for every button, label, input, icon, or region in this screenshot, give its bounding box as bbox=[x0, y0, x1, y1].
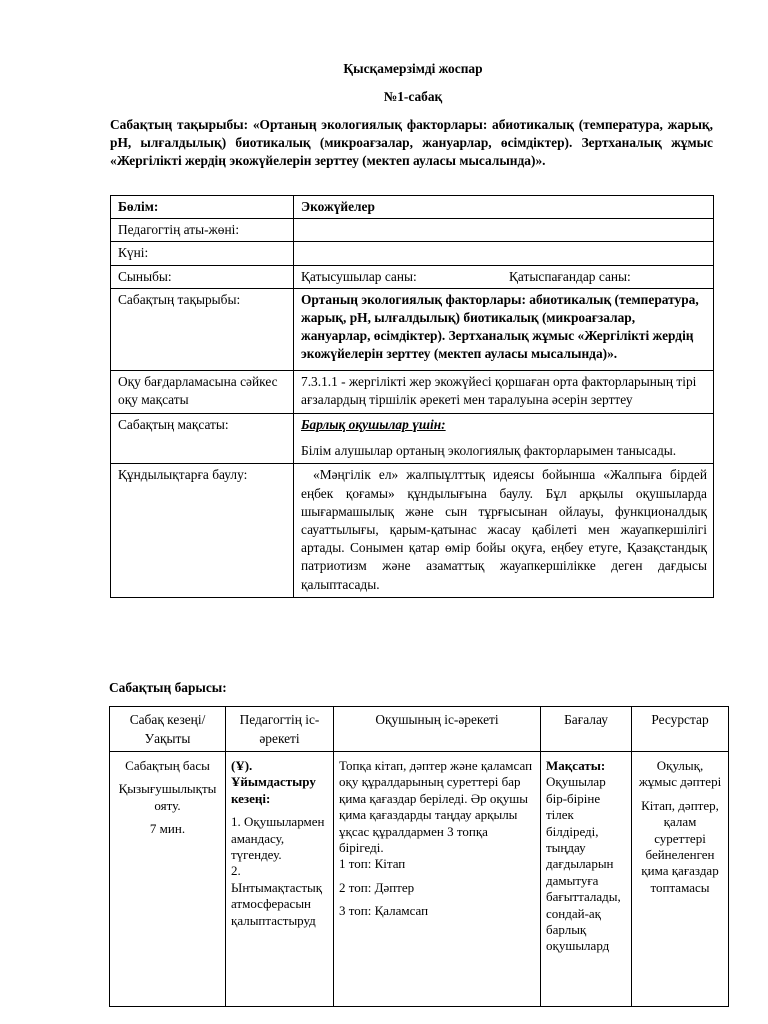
col-student: Оқушының іс-әрекеті bbox=[334, 707, 541, 752]
values-row bbox=[111, 464, 714, 597]
goal-row bbox=[111, 414, 714, 464]
goal-heading: Барлық оқушылар үшін: bbox=[301, 417, 446, 433]
attendance-cell bbox=[294, 265, 714, 288]
resources-cell bbox=[632, 752, 729, 1007]
goal-cell bbox=[294, 414, 714, 464]
absent-label: Қатыспағандар саны: bbox=[509, 268, 631, 284]
date-value bbox=[294, 242, 714, 265]
teacher-action-1: 1. Оқушылармен амандасу, түгендеу. bbox=[231, 814, 325, 863]
objective-label: Оқу бағдарламасына сәйкес оқу мақсаты bbox=[111, 370, 294, 413]
lesson-info-table bbox=[110, 195, 714, 598]
teacher-action-2: 2. Ынтымақтастық атмосферасын қалыптастыруд bbox=[231, 863, 323, 928]
assessment-text: Оқушылар бір-біріне тілек білдіреді, тыңдау дағдыларын дамытуға бағытталады, сондай-ақ барлық оқушылард bbox=[546, 774, 621, 954]
resource-2: Кітап, дәптер, қалам суреттері бейнеленген қима қағаздар топтамасы bbox=[641, 797, 719, 895]
stage-name: Сабақтың басы bbox=[125, 758, 210, 773]
values-label: Құндылықтарға баулу: bbox=[111, 464, 294, 597]
teacher-value bbox=[294, 219, 714, 242]
topic-paragraph: Сабақтың тақырыбы: «Ортаның экологиялық факторлары: абиотикалық (температура, жарық, pH, ылғалдылық) биотикалық (микроағзалар, жануарлар, өсімдіктер). Зертханалық жұмыс «Жергілікті жердің экожүйелерін зерттеу (мектеп ауласы мысалында)». bbox=[110, 117, 713, 169]
goal-label: Сабақтың мақсаты: bbox=[111, 414, 294, 464]
teacher-row bbox=[111, 219, 714, 242]
document-title: Қысқамерзімді жоспар bbox=[343, 61, 483, 76]
group-1: 1 топ: Кітап bbox=[339, 856, 406, 872]
date-row bbox=[111, 242, 714, 265]
assessment-cell bbox=[541, 752, 632, 1007]
col-assessment: Бағалау bbox=[541, 707, 632, 752]
class-label: Сыныбы: bbox=[111, 265, 294, 288]
class-row bbox=[111, 265, 714, 288]
topic-row bbox=[111, 288, 714, 370]
col-resources: Ресурстар bbox=[632, 707, 729, 752]
group-3: 3 топ: Қаламсап bbox=[339, 903, 429, 919]
lesson-flow-table bbox=[109, 706, 729, 1007]
col-stage: Сабақ кезеңі/Уақыты bbox=[110, 707, 226, 752]
student-action-text: Топқа кітап, дәптер және қаламсап оқу құралдарының суреттері бар қима қағаздар беріледі. Әр оқушы қима қағаздарды таңдау арқылы ұқсас құралдармен 3 топқа бірігеді. bbox=[339, 758, 533, 856]
stage-sub: Қызығушылықты ояту. bbox=[118, 781, 217, 813]
group-2: 2 топ: Дәптер bbox=[339, 879, 415, 895]
flow-row bbox=[110, 752, 729, 1007]
section-value: Экожүйелер bbox=[294, 196, 714, 219]
stage-time: 7 мин. bbox=[149, 821, 186, 837]
lesson-number: №1-сабақ bbox=[383, 89, 443, 104]
objective-value: 7.3.1.1 - жергілікті жер экожүйесі қоршаған орта факторларының тірі ағзалардың тіршілік әрекеті мен таралуына әсерін зерттеу bbox=[294, 370, 714, 413]
resource-1: Оқулық, жұмыс дәптері bbox=[638, 758, 722, 790]
teacher-label: Педагогтің аты-жөні: bbox=[111, 219, 294, 242]
teacher-action-cell bbox=[226, 752, 334, 1007]
objective-row bbox=[111, 370, 714, 413]
teacher-action-heading: (Ұ). Ұйымдастыру кезеңі: bbox=[231, 758, 316, 806]
stage-cell bbox=[110, 752, 226, 1007]
lesson-flow-heading: Сабақтың барысы: bbox=[109, 680, 227, 695]
topic-value: Ортаның экологиялық факторлары: абиотикалық (температура, жарық, pH, ылғалдылық) биотикалық (микроағзалар, жануарлар, өсімдіктер). Зертханалық жұмыс «Жергілікті жердің экожүйелерін зерттеу (мектеп ауласы мысалында)». bbox=[294, 288, 714, 370]
student-action-cell bbox=[334, 752, 541, 1007]
section-row bbox=[111, 196, 714, 219]
goal-value: Білім алушылар ортаның экологиялық факторларымен танысады. bbox=[301, 443, 677, 459]
topic-label: Сабақтың тақырыбы: bbox=[111, 288, 294, 370]
assessment-heading: Мақсаты: bbox=[546, 758, 606, 773]
flow-header-row bbox=[110, 707, 729, 752]
col-teacher: Педагогтің іс-әрекеті bbox=[226, 707, 334, 752]
section-label: Бөлім: bbox=[111, 196, 294, 219]
date-label: Күні: bbox=[111, 242, 294, 265]
present-label: Қатысушылар саны: bbox=[301, 268, 417, 284]
values-value: «Мәңгілік ел» жалпыұлттық идеясы бойынша «Жалпыға бірдей еңбек қоғамы» құндылығына баулу. Бұл арқылы оқушыларда шығармашылық және сын тұрғысынан ойлауы, функционалдық сауаттылығы, қарым-қатынас жасау қабілеті мен жауапкершілігі артады. Сонымен қатар өмір бойы оқуға, еңбеу етуге, Қазақстандық патриотизм және азаматтық жауапкершілікке деген дағдысы қалыптасады. bbox=[294, 464, 714, 597]
